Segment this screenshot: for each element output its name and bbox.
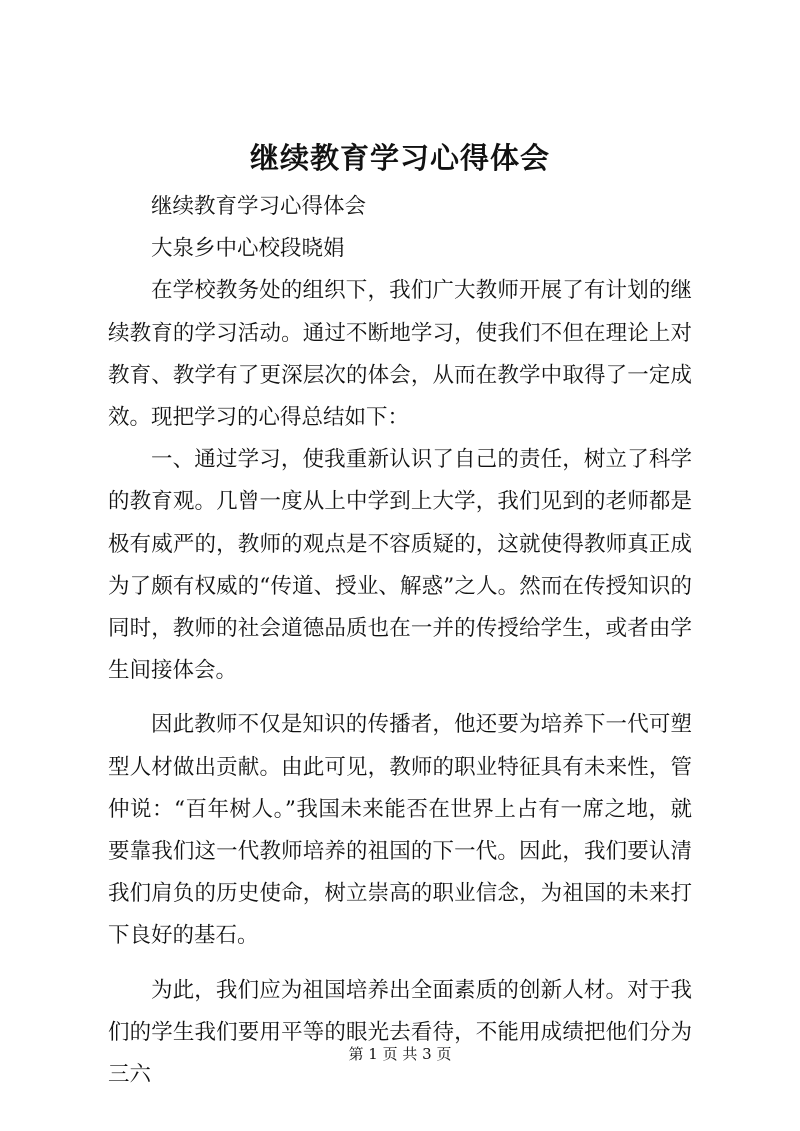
subtitle-paragraph: 继续教育学习心得体会 [151, 194, 367, 219]
page-footer: 第 1 页 共 3 页 [348, 1045, 452, 1063]
document-body [108, 186, 692, 1096]
body-paragraph: 为此，我们应为祖国培养出全面素质的创新人材。对于我们的学生我们要用平等的眼光去看待，不能用成绩把他们分为三六 [108, 977, 692, 1088]
intro-paragraph: 在学校教务处的组织下，我们广大教师开展了有计划的继续教育的学习活动。通过不断地学习，使我们不但在理论上对教育、教学有了更深层次的体会，从而在教学中取得了一定成效。现把学习的心得总结如下： [108, 278, 692, 431]
body-paragraph: 因此教师不仅是知识的传播者，他还要为培养下一代可塑型人材做出贡献。由此可见，教师的职业特征具有未来性，管仲说：“百年树人。”我国未来能否在世界上占有一席之地，就要靠我们这一代教师培养的祖国的下一代。因此，我们要认清我们肩负的历史使命，树立崇高的职业信念，为祖国的未来打下良好的基石。 [108, 712, 692, 949]
document-title: 继续教育学习心得体会 [249, 141, 550, 175]
body-paragraph: 一、通过学习，使我重新认识了自己的责任，树立了科学的教育观。几曾一度从上中学到上大学，我们见到的老师都是极有威严的，教师的观点是不容质疑的，这就使得教师真正成为了颇有权威的“传道、授业、解惑”之人。然而在传授知识的同时，教师的社会道德品质也在一并的传授给学生，或者由学生间接体会。 [108, 447, 692, 684]
author-paragraph: 大泉乡中心校段晓娟 [151, 236, 345, 262]
